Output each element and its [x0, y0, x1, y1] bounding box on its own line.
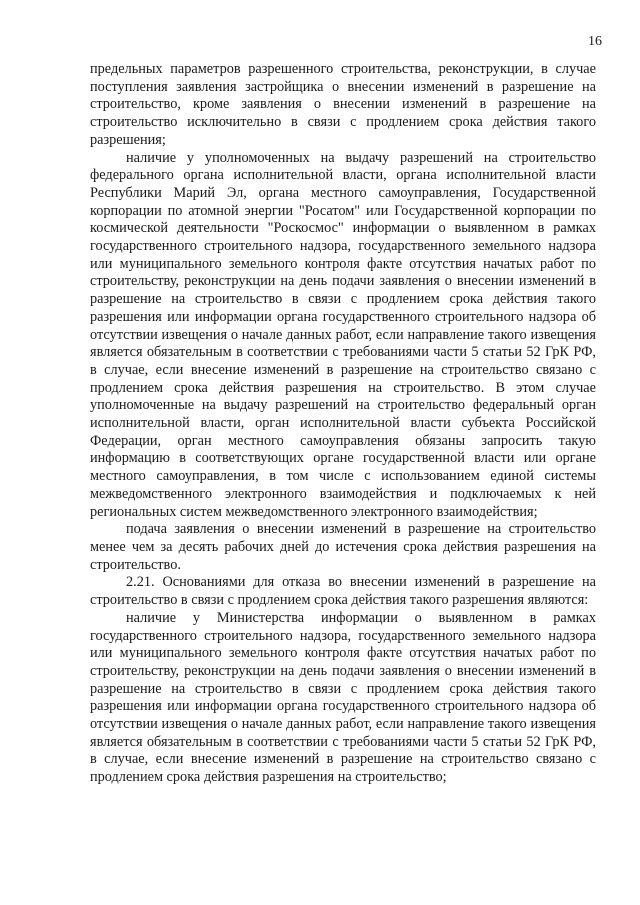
- paragraph-continuation: предельных параметров разрешенного строительства, реконструкции, в случае поступления заявления застройщика о внесении изменений в разрешение на строительство, кроме заявления о внесении изменений в разрешение на строительство исключительно в связи с продлением срока действия такого разрешения;: [90, 61, 596, 148]
- paragraph-section-2-21: 2.21. Основаниями для отказа во внесении изменений в разрешение на строительство в связи с продлением срока действия такого разрешения являются:: [90, 574, 596, 609]
- paragraph-ground-information: наличие у уполномоченных на выдачу разрешений на строительство федерального органа исполнительной власти, органа исполнительной власти Республики Марий Эл, органа местного самоуправления, Государственной корпорации по атомной энергии "Росатом" или Государственной корпорации по космической деятельности "Роскосмос" информации о выявленном в рамках государственного строительного надзора, государственного земельного надзора или муниципального земельного контроля факте отсутствия начатых работ по строительству, реконструкции на день подачи заявления о внесении изменений в разрешение на строительство в связи с продлением срока действия такого разрешения или информации органа государственного строительного надзора об отсутствии извещения о начале данных работ, если направление такого извещения является обязательным в соответствии с требованиями части 5 статьи 52 ГрК РФ, в случае, если внесение изменений в разрешение на строительство связано с продлением срока действия разрешения на строительство. В этом случае уполномоченные на выдачу разрешений на строительство федеральный орган исполнительной власти, орган исполнительной власти субъекта Российской Федерации, орган местного самоуправления обязаны запросить такую информацию в соответствующих органе государственной власти или органе местного самоуправления, в том числе с использованием единой системы межведомственного электронного взаимодействия и подключаемых к ней региональных систем межведомственного электронного взаимодействия;: [90, 149, 596, 520]
- paragraph-ground-ministry-information: наличие у Министерства информации о выявленном в рамках государственного строительного надзора, государственного земельного надзора или муниципального земельного контроля факте отсутствия начатых работ по строительству, реконструкции на день подачи заявления о внесении изменений в разрешение на строительство в связи с продлением срока действия такого разрешения или информации органа государственного строительного надзора об отсутствии извещения о начале данных работ, если направление такого извещения является обязательным в соответствии с требованиями части 5 статьи 52 ГрК РФ, в случае, если внесение изменений в разрешение на строительство связано с продлением срока действия разрешения на строительство;: [90, 609, 596, 786]
- document-body: [90, 61, 596, 787]
- page-number: 16: [588, 34, 602, 49]
- paragraph-ground-deadline: подача заявления о внесении изменений в разрешение на строительство менее чем за десять рабочих дней до истечения срока действия разрешения на строительство.: [90, 521, 596, 573]
